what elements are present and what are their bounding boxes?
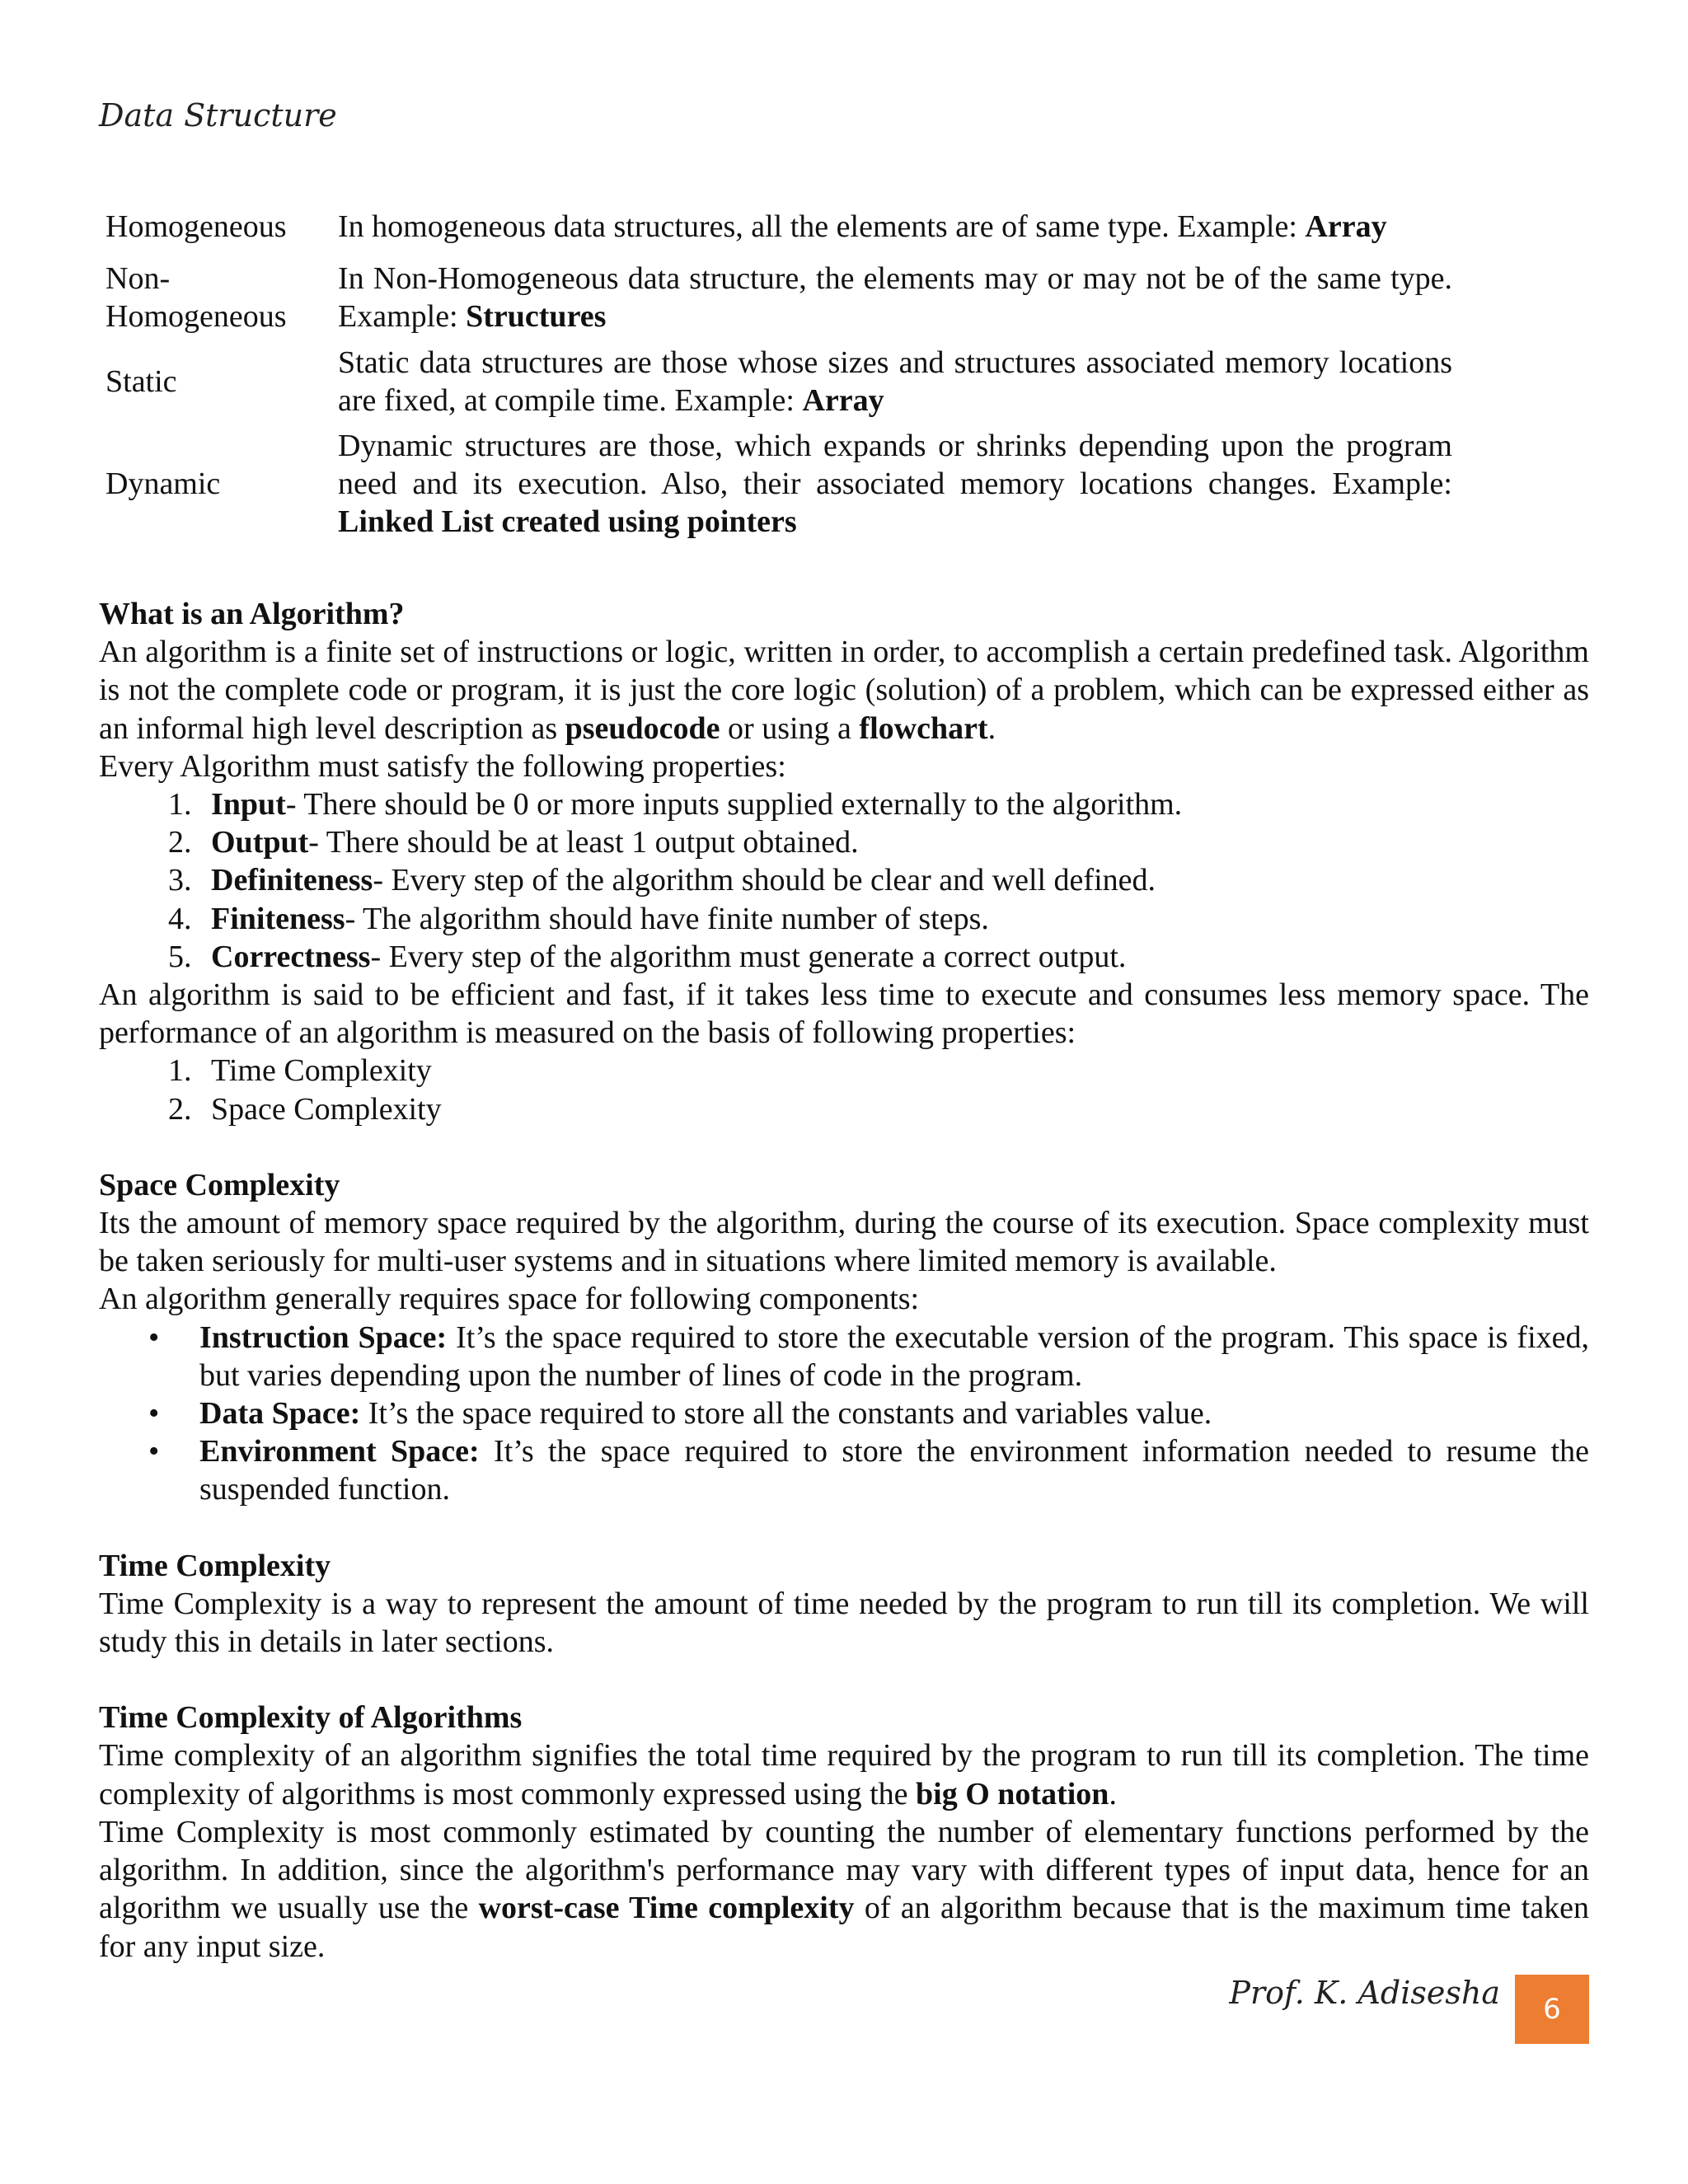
type-term: Homogeneous	[106, 209, 287, 244]
space-components-list	[99, 1319, 1589, 1509]
space-complexity-paragraph: Its the amount of memory space required by the algorithm, during the course of its execution. Space complexity must be taken seriously for multi-user systems and in situations where limited memory is available.	[99, 1206, 1589, 1279]
list-item: 5. Correctness- Every step of the algorithm must generate a correct output.	[199, 938, 1589, 976]
list-item: • Data Space: It’s the space required to store all the constants and variables value.	[199, 1394, 1589, 1432]
type-term: Static	[106, 364, 177, 399]
components-intro: An algorithm generally requires space for following components:	[99, 1282, 920, 1317]
list-item: • Instruction Space: It’s the space required to store the executable version of the program. This space is fixed, but varies depending upon the number of lines of code in the program.	[199, 1319, 1589, 1394]
time-complexity-algorithms-paragraph-2: Time Complexity is most commonly estimated by counting the number of elementary functions performed by the algorithm. In addition, since the algorithm's performance may vary with different types of input data, hence for an algorithm we usually use the worst-case Time complexity of an algorithm because that is the maximum time taken for any input size.	[99, 1814, 1589, 1964]
page-number-badge: 6	[1515, 1975, 1589, 2044]
example-bold: Structures	[466, 299, 607, 334]
spacer	[99, 1128, 1589, 1166]
type-term: Non-Homogeneous	[106, 261, 287, 334]
list-item: 4. Finiteness- The algorithm should have finite number of steps.	[199, 900, 1589, 938]
time-complexity-algorithms-paragraph-1: Time complexity of an algorithm signifies the total time required by the program to run till its completion. The time complexity of algorithms is most commonly expressed using the big O notation.	[99, 1738, 1589, 1811]
section-heading-time-complexity-of-algorithms: Time Complexity of Algorithms	[99, 1700, 523, 1736]
example-bold: Array	[1305, 209, 1387, 244]
footer-author: Prof. K. Adisesha	[1229, 1975, 1500, 2011]
algorithm-properties-list	[99, 785, 1589, 976]
body-content	[99, 595, 1589, 1966]
performance-properties-list	[99, 1052, 1589, 1127]
algorithm-definition: An algorithm is a finite set of instructions or logic, written in order, to accomplish a certain predefined task. Algorithm is not the complete code or program, it is just the core logic (solution) of a problem, which can be expressed either as an informal high level description as pseudocode or using a flowchart.	[99, 635, 1589, 746]
type-description: In Non-Homogeneous data structure, the elements may or may not be of the same type. Example: Structures	[338, 261, 1452, 334]
properties-intro: Every Algorithm must satisfy the following properties:	[99, 748, 786, 784]
spacer	[99, 1509, 1589, 1547]
example-bold: Linked List created using pointers	[338, 504, 797, 539]
list-item: 1. Input- There should be 0 or more inputs supplied externally to the algorithm.	[199, 785, 1589, 823]
example-bold: Array	[802, 383, 884, 418]
type-description: Dynamic structures are those, which expands or shrinks depending upon the program need and its execution. Also, their associated memory locations changes. Example: Linked List created using pointers	[338, 429, 1452, 539]
type-description: In homogeneous data structures, all the elements are of same type. Example: Array	[338, 209, 1387, 244]
list-item: 1. Time Complexity	[199, 1052, 1589, 1090]
table-row	[99, 255, 1452, 340]
type-description: Static data structures are those whose sizes and structures associated memory locations are fixed, at compile time. Example: Array	[338, 345, 1452, 418]
list-item: 2. Space Complexity	[199, 1090, 1589, 1128]
table-row	[99, 340, 1452, 424]
section-heading-time-complexity: Time Complexity	[99, 1548, 331, 1583]
section-heading-algorithm: What is an Algorithm?	[99, 597, 405, 631]
efficiency-paragraph: An algorithm is said to be efficient and fast, if it takes less time to execute and consumes less memory space. The performance of an algorithm is measured on the basis of following properties:	[99, 977, 1589, 1051]
time-complexity-paragraph: Time Complexity is a way to represent the amount of time needed by the program to run till its completion. We will study this in details in later sections.	[99, 1586, 1589, 1660]
type-term: Dynamic	[106, 466, 221, 501]
list-item: 2. Output- There should be at least 1 output obtained.	[199, 823, 1589, 861]
data-structure-types-table	[99, 198, 1452, 544]
table-row	[99, 424, 1452, 544]
spacer	[99, 1661, 1589, 1699]
list-item: 3. Definiteness- Every step of the algorithm should be clear and well defined.	[199, 861, 1589, 899]
table-row	[99, 198, 1452, 255]
section-heading-space-complexity: Space Complexity	[99, 1167, 340, 1202]
list-item: • Environment Space: It’s the space required to store the environment information needed to resume the suspended function.	[199, 1432, 1589, 1508]
running-header: Data Structure	[99, 97, 337, 134]
